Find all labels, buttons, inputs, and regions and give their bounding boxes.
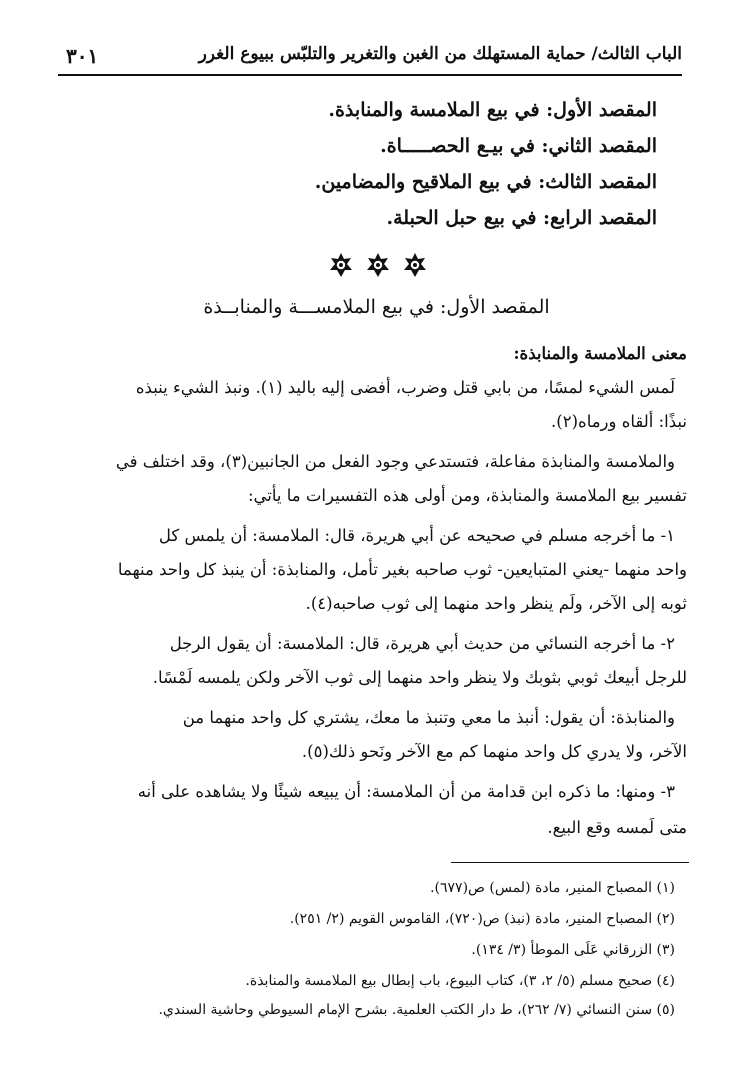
body-line: ٢- ما أخرجه النسائي من حديث أبي هريرة، قال: الملامسة: أن يقول الرجل [169, 634, 675, 653]
flower-ornament-icon [328, 252, 354, 278]
body-line: واحد منهما -يعني المتبايعين- ثوب صاحبه بغير تأمل، والمنابذة: أن ينبذ كل واحد منهما [117, 560, 687, 579]
footnote: (٤) صحيح مسلم (٥/ ٢، ٣)، كتاب البيوع، باب إبطال بيع الملامسة والمنابذة. [245, 973, 675, 989]
running-header [58, 40, 682, 76]
flower-ornament-icon [365, 252, 391, 278]
page-number: ٣٠١ [66, 44, 99, 68]
section-item: المقصد الأول: في بيع الملامسة والمنابذة. [328, 99, 657, 121]
footnote: (١) المصباح المنير، مادة (لمس) ص(٦٧٧). [430, 880, 675, 896]
body-line: نبذًا: ألقاه ورماه(٢). [551, 412, 687, 431]
flower-ornament-icon [402, 252, 428, 278]
body-line: الآخر، ولا يدري كل واحد منهما كم مع الآخر ونَحو ذلك(٥). [301, 742, 687, 761]
ornament-divider [328, 252, 428, 278]
section-subtitle: المقصد الأول: في بيع الملامســـة والمنابــذة [203, 296, 550, 318]
section-list [77, 92, 657, 236]
body-heading: معنى الملامسة والمنابذة: [513, 344, 687, 363]
body-line: متى لَمسه وقع البيع. [547, 818, 687, 837]
footnote-divider [451, 862, 689, 863]
body-line: للرجل أبيعك ثوبي بثوبك ولا ينظر واحد منهما إلى ثوب الآخر ولكن يلمسه لَمْسًا. [152, 668, 687, 687]
body-line: ثوبه إلى الآخر، ولَم ينظر واحد منهما إلى ثوب صاحبه(٤). [305, 594, 687, 613]
running-title: الباب الثالث/ حماية المستهلك من الغبن والتغرير والتلبّس ببيوع الغرر [198, 44, 682, 64]
body-line: تفسير بيع الملامسة والمنابذة، ومن أولى هذه التفسيرات ما يأتي: [248, 486, 687, 505]
body-line: ٣- ومنها: ما ذكره ابن قدامة من أن الملامسة: أن يبيعه شيئًا ولا يشاهده على أنه [137, 782, 675, 801]
section-item: المقصد الرابع: في بيع حبل الحبلة. [386, 207, 657, 229]
footnote: (٥) سنن النسائي (٧/ ٢٦٢)، ط دار الكتب العلمية. بشرح الإمام السيوطي وحاشية السندي. [158, 1002, 675, 1018]
body-line: والملامسة والمنابذة مفاعلة، فتستدعي وجود الفعل من الجانبين(٣)، وقد اختلف في [115, 452, 675, 471]
body-line: والمنابذة: أن يقول: أنبذ ما معي وتنبذ ما معك، يشتري كل واحد منهما من [182, 708, 675, 727]
footnote: (٣) الزرقاني عَلَى الموطأ (٣/ ١٣٤). [471, 942, 675, 958]
body-line: لَمس الشيء لمسًا، من بابي قتل وضرب، أفضى إليه باليد (١). ونبذ الشيء ينبذه [135, 378, 675, 397]
footnote: (٢) المصباح المنير، مادة (نبذ) ص(٧٢٠)، القاموس القويم (٢/ ٢٥١). [289, 911, 675, 927]
section-item: المقصد الثالث: في بيع الملاقيح والمضامين. [314, 171, 657, 193]
section-item: المقصد الثاني: في بيـع الحصـــــاة. [380, 135, 657, 157]
body-line: ١- ما أخرجه مسلم في صحيحه عن أبي هريرة، قال: الملامسة: أن يلمس كل [158, 526, 675, 545]
